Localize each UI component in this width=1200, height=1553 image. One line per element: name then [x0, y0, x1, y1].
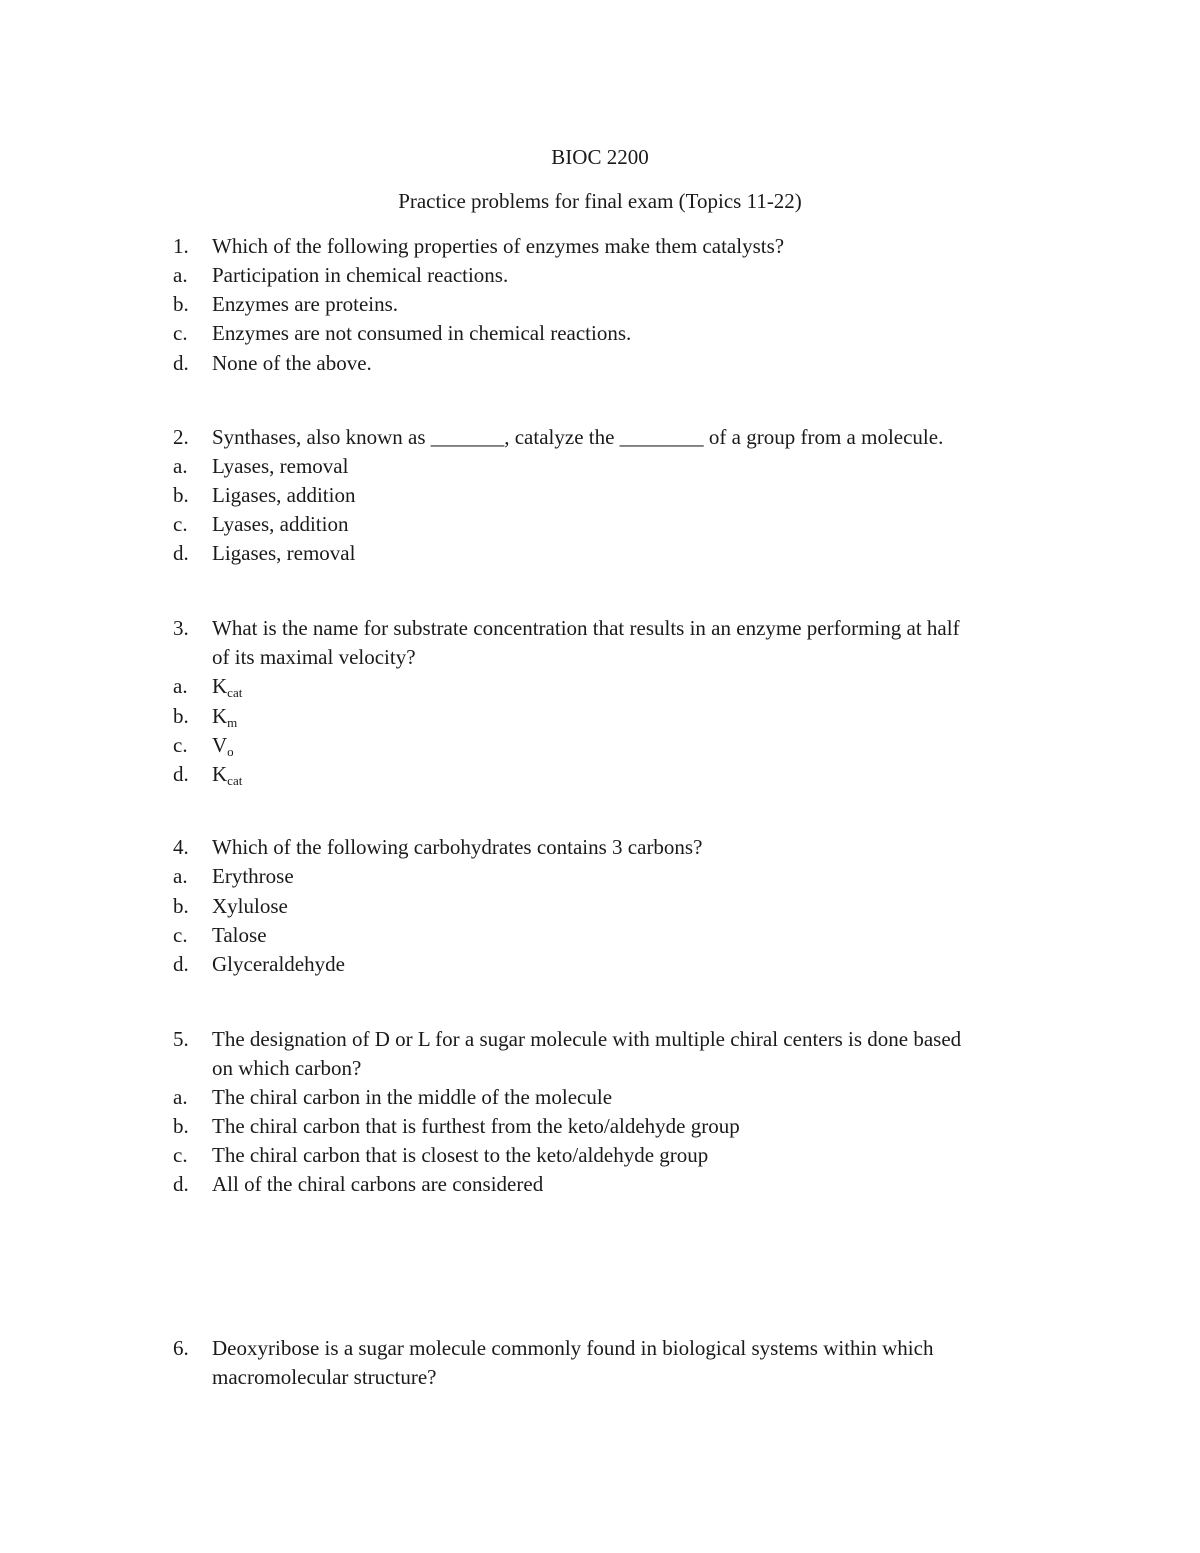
option-2a — [0, 451, 1200, 481]
option-3d — [0, 759, 1200, 789]
question-1 — [0, 231, 1200, 261]
option-letter: a. — [173, 263, 188, 287]
symbol-subscript: cat — [227, 685, 243, 700]
option-2b — [0, 480, 1200, 510]
question-text: What is the name for substrate concentration that results in an enzyme performing at half — [212, 616, 960, 640]
option-text: Glyceraldehyde — [212, 952, 345, 976]
symbol-base: V — [212, 733, 228, 757]
option-3a — [0, 671, 1200, 701]
option-4c — [0, 920, 1200, 950]
option-4d — [0, 949, 1200, 979]
option-letter: d. — [173, 762, 189, 786]
option-text: The chiral carbon that is closest to the keto/aldehyde group — [212, 1143, 709, 1167]
option-text: Lyases, addition — [212, 512, 349, 536]
question-5 — [0, 1024, 1200, 1054]
symbol-base: K — [212, 762, 228, 786]
option-letter: a. — [173, 864, 188, 888]
option-text: All of the chiral carbons are considered — [212, 1172, 544, 1196]
option-text: Xylulose — [212, 894, 288, 918]
question-4 — [0, 832, 1200, 862]
option-letter: d. — [173, 952, 189, 976]
option-text: Participation in chemical reactions. — [212, 263, 509, 287]
option-letter: c. — [173, 321, 188, 345]
question-number: 3. — [173, 616, 189, 640]
option-text: The chiral carbon in the middle of the molecule — [212, 1085, 613, 1109]
option-text: None of the above. — [212, 351, 372, 375]
question-2 — [0, 422, 1200, 452]
symbol-base: K — [212, 674, 228, 698]
question-6-continuation — [0, 1362, 1200, 1392]
option-letter: a. — [173, 1085, 188, 1109]
option-text: Ligases, addition — [212, 483, 356, 507]
option-text — [212, 759, 242, 789]
option-letter: b. — [173, 483, 189, 507]
question-number: 1. — [173, 234, 189, 258]
option-letter: a. — [173, 674, 188, 698]
symbol-subscript: m — [227, 715, 238, 730]
question-text: Which of the following properties of enzymes make them catalysts? — [212, 234, 785, 258]
option-2c — [0, 509, 1200, 539]
option-3c — [0, 730, 1200, 760]
option-1b — [0, 289, 1200, 319]
option-1a — [0, 260, 1200, 290]
question-5-continuation — [0, 1053, 1200, 1083]
question-text: macromolecular structure? — [212, 1365, 437, 1389]
question-number: 4. — [173, 835, 189, 859]
option-letter: d. — [173, 351, 189, 375]
option-5a — [0, 1082, 1200, 1112]
option-text: Lyases, removal — [212, 454, 349, 478]
option-2d — [0, 538, 1200, 568]
question-text: Which of the following carbohydrates contains 3 carbons? — [212, 835, 703, 859]
option-letter: b. — [173, 292, 189, 316]
document-subtitle: Practice problems for final exam (Topics 11-22) — [398, 189, 802, 213]
question-number: 6. — [173, 1336, 189, 1360]
option-text — [212, 671, 242, 701]
question-number: 2. — [173, 425, 189, 449]
option-3b — [0, 701, 1200, 731]
document-title: BIOC 2200 — [551, 145, 649, 169]
option-5d — [0, 1169, 1200, 1199]
question-number: 5. — [173, 1027, 189, 1051]
option-text: Erythrose — [212, 864, 294, 888]
option-letter: d. — [173, 1172, 189, 1196]
option-letter: b. — [173, 894, 189, 918]
option-4b — [0, 891, 1200, 921]
option-text: Talose — [212, 923, 267, 947]
question-text: Deoxyribose is a sugar molecule commonly found in biological systems within which — [212, 1336, 934, 1360]
option-letter: a. — [173, 454, 188, 478]
question-text: of its maximal velocity? — [212, 645, 416, 669]
option-1c — [0, 318, 1200, 348]
question-3-continuation — [0, 642, 1200, 672]
option-text: Ligases, removal — [212, 541, 356, 565]
option-letter: c. — [173, 923, 188, 947]
question-text: The designation of D or L for a sugar molecule with multiple chiral centers is done based — [212, 1027, 962, 1051]
option-5b — [0, 1111, 1200, 1141]
option-text — [212, 701, 237, 731]
option-text: The chiral carbon that is furthest from the keto/aldehyde group — [212, 1114, 740, 1138]
symbol-subscript: cat — [227, 773, 243, 788]
option-letter: c. — [173, 512, 188, 536]
option-letter: b. — [173, 704, 189, 728]
symbol-base: K — [212, 704, 228, 728]
option-letter: b. — [173, 1114, 189, 1138]
question-6 — [0, 1333, 1200, 1363]
option-text: Enzymes are proteins. — [212, 292, 399, 316]
option-5c — [0, 1140, 1200, 1170]
option-text — [212, 730, 234, 760]
option-letter: d. — [173, 541, 189, 565]
symbol-subscript: o — [227, 744, 234, 759]
option-letter: c. — [173, 1143, 188, 1167]
option-4a — [0, 861, 1200, 891]
question-3 — [0, 613, 1200, 643]
option-1d — [0, 348, 1200, 378]
option-letter: c. — [173, 733, 188, 757]
question-text: on which carbon? — [212, 1056, 362, 1080]
question-text: Synthases, also known as _______, catalyze the ________ of a group from a molecule. — [212, 425, 944, 449]
option-text: Enzymes are not consumed in chemical reactions. — [212, 321, 632, 345]
